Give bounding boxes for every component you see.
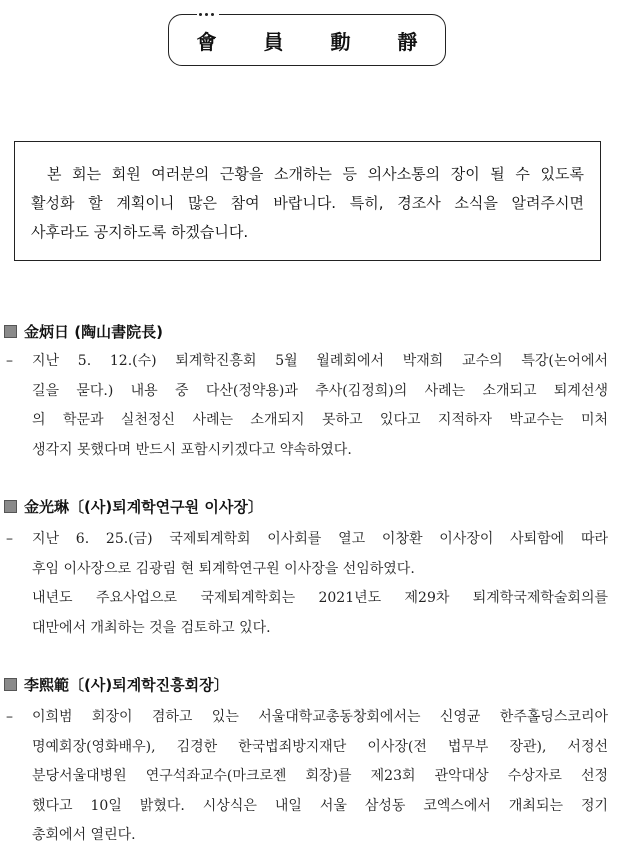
dash-bullet: – bbox=[6, 531, 13, 547]
paragraph-line: 이희범 회장이 겸하고 있는 서울대학교총동창회에서는 신영균 한주홀딩스코리아 bbox=[32, 709, 608, 725]
paragraph-line: 생각지 못했다며 반드시 포함시키겠다고 약속하였다. bbox=[32, 441, 352, 458]
section-heading-text: 李熙範〔(사)퇴계학진흥회장〕 bbox=[24, 675, 229, 694]
square-bullet-icon bbox=[4, 678, 17, 691]
section-heading bbox=[4, 495, 263, 517]
dash-bullet: – bbox=[6, 353, 13, 369]
paragraph-line: 총회에서 열린다. bbox=[32, 827, 136, 843]
section-heading bbox=[4, 320, 163, 342]
paragraph-line: 분당서울대병원 연구석좌교수(마크로젠 회장)를 제23회 관악대상 수상자로 선정 bbox=[32, 768, 608, 784]
square-bullet-icon bbox=[4, 500, 17, 513]
title-box bbox=[168, 14, 446, 66]
square-bullet-icon bbox=[4, 325, 17, 338]
section-heading bbox=[4, 673, 229, 695]
notice-line: 본 회는 회원 여러분의 근황을 소개하는 등 의사소통의 장이 될 수 있도록 bbox=[47, 165, 584, 183]
paragraph-line: 지난 5. 12.(수) 퇴계학진흥회 5월 월례회에서 박재희 교수의 특강(논어에서 bbox=[32, 353, 608, 369]
paragraph-line: 했다고 10일 밝혔다. 시상식은 내일 서울 삼성동 코엑스에서 개최되는 정기 bbox=[32, 797, 608, 814]
title-box-ornament bbox=[197, 11, 219, 17]
notice-line: 사후라도 공지하도록 하겠습니다. bbox=[31, 223, 249, 241]
paragraph-line: 명예회장(영화배우), 김경한 한국법죄방지재단 이사장(전 법무부 장관), 서정선 bbox=[32, 738, 608, 755]
section-paragraph bbox=[6, 525, 608, 643]
page-title: 會 員 動 靜 bbox=[196, 29, 438, 54]
paragraph-line: 길을 묻다.) 내용 중 다산(정약용)과 추사(김정희)의 사례는 소개되고 퇴계선생 bbox=[32, 382, 608, 399]
dash-bullet: – bbox=[6, 709, 13, 725]
paragraph-line: 후임 이사장으로 김광림 현 퇴계학연구원 이사장을 선임하였다. bbox=[32, 560, 415, 577]
section-heading-text: 金光琳〔(사)퇴계학연구원 이사장〕 bbox=[24, 497, 263, 516]
paragraph-line: 대만에서 개최하는 것을 검토하고 있다. bbox=[32, 619, 271, 636]
notice-box bbox=[14, 141, 601, 261]
paragraph-line: 내년도 주요사업으로 국제퇴계학회는 2021년도 제29차 퇴계학국제학술회의를 bbox=[32, 590, 608, 606]
section-paragraph bbox=[6, 703, 608, 851]
paragraph-line: 지난 6. 25.(금) 국제퇴계학회 이사회를 열고 이창환 이사장이 사퇴함에 따라 bbox=[32, 531, 608, 547]
section-heading-text: 金炳日 (陶山書院長) bbox=[24, 322, 163, 341]
paragraph-line: 의 학문과 실천정신 사례는 소개되지 못하고 있다고 지적하자 박교수는 미처 bbox=[32, 412, 608, 428]
notice-line: 활성화 할 계획이니 많은 참여 바랍니다. 특히, 경조사 소식을 알려주시면 bbox=[31, 194, 584, 212]
section-paragraph bbox=[6, 347, 608, 465]
